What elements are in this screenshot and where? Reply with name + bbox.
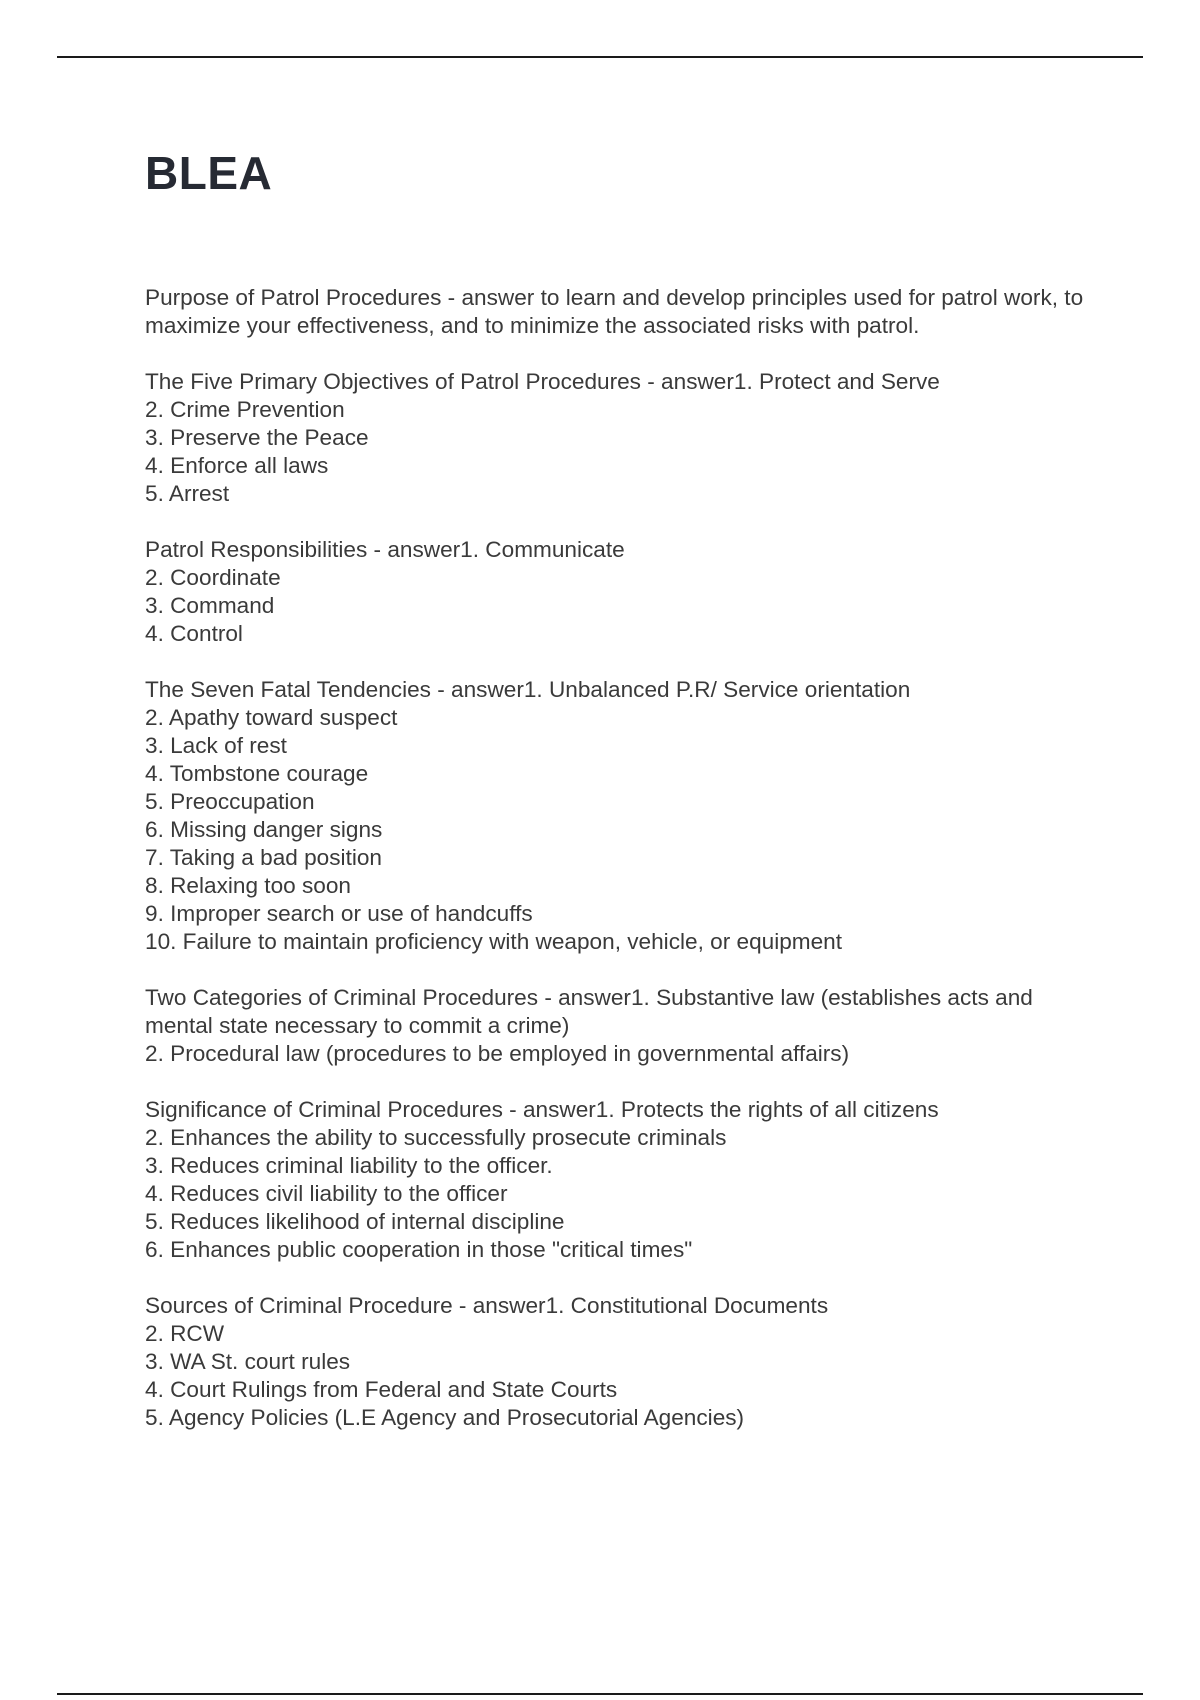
entry-line: 2. Apathy toward suspect bbox=[145, 705, 398, 730]
entry-line: 6. Missing danger signs bbox=[145, 817, 383, 842]
entry-line: 9. Improper search or use of handcuffs bbox=[145, 901, 533, 926]
entry-criminal-procedure-significance bbox=[145, 1096, 1085, 1264]
entry-line: 5. Reduces likelihood of internal discipline bbox=[145, 1209, 565, 1234]
entry-line: 2. Enhances the ability to successfully prosecute criminals bbox=[145, 1125, 727, 1150]
entry-line: Two Categories of Criminal Procedures - answer1. Substantive law (establishes acts and mental state necessary to commit a crime) bbox=[145, 985, 1033, 1038]
entry-patrol-responsibilities bbox=[145, 536, 1085, 648]
entry-line: Significance of Criminal Procedures - answer1. Protects the rights of all citizens bbox=[145, 1097, 939, 1122]
entry-line: 2. Crime Prevention bbox=[145, 397, 345, 422]
entry-line: 4. Control bbox=[145, 621, 243, 646]
entry-line: 5. Arrest bbox=[145, 481, 230, 506]
entry-line: 5. Preoccupation bbox=[145, 789, 315, 814]
entry-line: Purpose of Patrol Procedures - answer to learn and develop principles used for patrol work, to maximize your effectiveness, and to minimize the associated risks with patrol. bbox=[145, 285, 1084, 338]
entry-fatal-tendencies bbox=[145, 676, 1085, 956]
entry-line: The Seven Fatal Tendencies - answer1. Unbalanced P.R/ Service orientation bbox=[145, 677, 911, 702]
bottom-rule bbox=[57, 1693, 1143, 1695]
entry-line: 3. Lack of rest bbox=[145, 733, 287, 758]
entry-criminal-procedure-sources bbox=[145, 1292, 1085, 1432]
entry-line: 3. Reduces criminal liability to the officer. bbox=[145, 1153, 553, 1178]
entry-line: 4. Tombstone courage bbox=[145, 761, 369, 786]
entry-line: 5. Agency Policies (L.E Agency and Prosecutorial Agencies) bbox=[145, 1405, 745, 1430]
entry-criminal-procedure-categories bbox=[145, 984, 1085, 1068]
entry-line: 8. Relaxing too soon bbox=[145, 873, 351, 898]
entry-line: 4. Court Rulings from Federal and State Courts bbox=[145, 1377, 618, 1402]
page-title: BLEA bbox=[145, 147, 273, 199]
entry-line: 3. WA St. court rules bbox=[145, 1349, 351, 1374]
entry-line: 3. Preserve the Peace bbox=[145, 425, 369, 450]
entry-primary-objectives bbox=[145, 368, 1085, 508]
entry-line: 4. Reduces civil liability to the officer bbox=[145, 1181, 508, 1206]
entry-line: 3. Command bbox=[145, 593, 275, 618]
entry-line: 2. RCW bbox=[145, 1321, 225, 1346]
entry-patrol-purpose bbox=[145, 284, 1085, 340]
entry-line: 2. Coordinate bbox=[145, 565, 281, 590]
document-body bbox=[145, 284, 1085, 1460]
top-rule bbox=[57, 56, 1143, 58]
entry-line: 4. Enforce all laws bbox=[145, 453, 329, 478]
entry-line: 6. Enhances public cooperation in those "critical times" bbox=[145, 1237, 693, 1262]
entry-line: 2. Procedural law (procedures to be employed in governmental affairs) bbox=[145, 1041, 850, 1066]
entry-line: 10. Failure to maintain proficiency with weapon, vehicle, or equipment bbox=[145, 929, 843, 954]
entry-line: The Five Primary Objectives of Patrol Procedures - answer1. Protect and Serve bbox=[145, 369, 940, 394]
entry-line: 7. Taking a bad position bbox=[145, 845, 382, 870]
entry-line: Patrol Responsibilities - answer1. Communicate bbox=[145, 537, 625, 562]
entry-line: Sources of Criminal Procedure - answer1. Constitutional Documents bbox=[145, 1293, 829, 1318]
